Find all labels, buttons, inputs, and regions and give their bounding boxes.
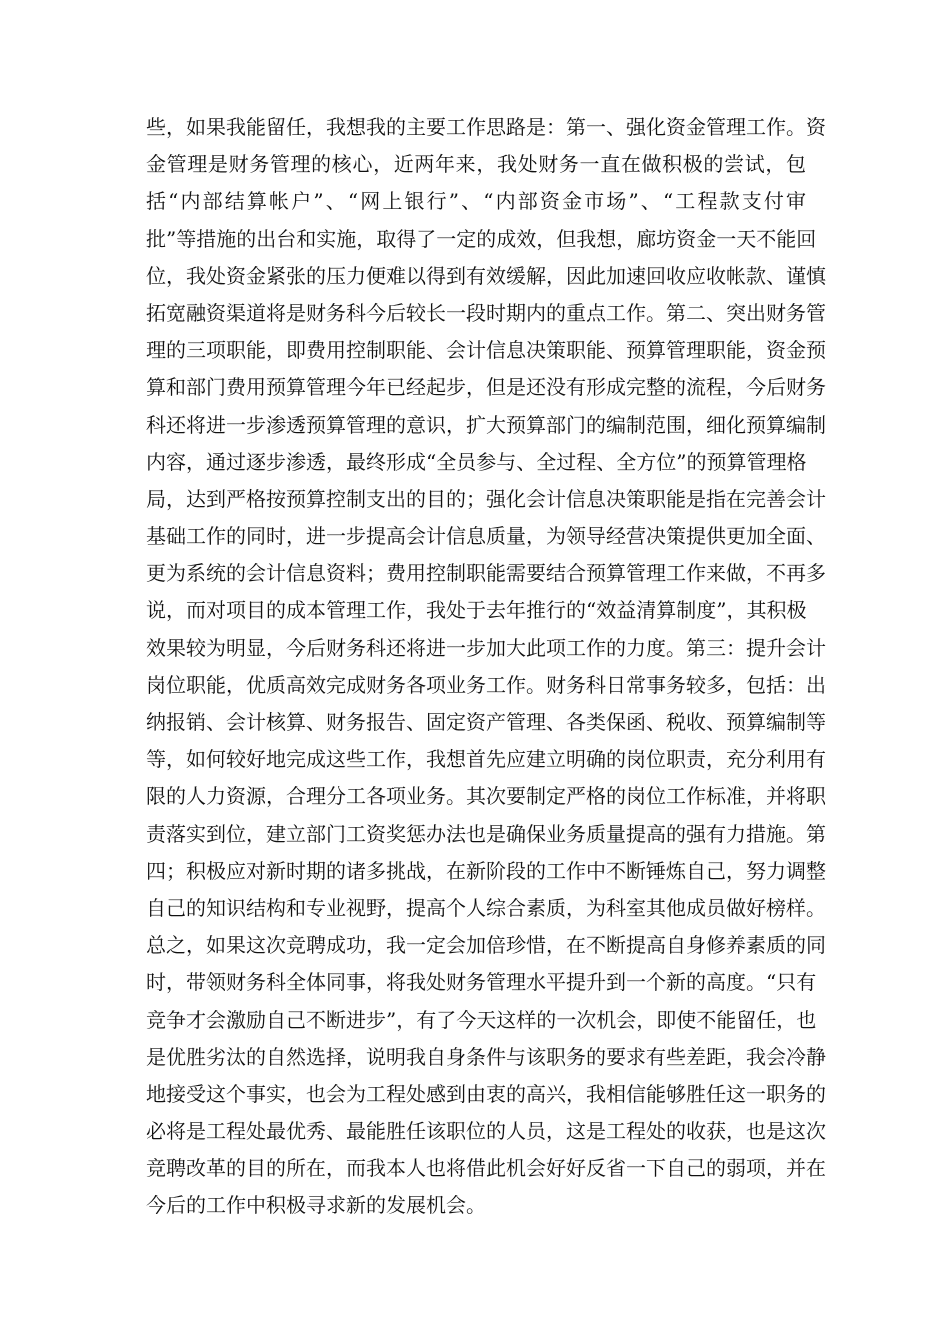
text-line-last: 今后的工作中积极寻求新的发展机会。 <box>146 1193 486 1218</box>
text-line: 时，带领财务科全体同事，将我处财务管理水平提升到一个新的高度。“只有 <box>146 970 817 995</box>
text-line: 纳报销、会计核算、财务报告、固定资产管理、各类保函、税收、预算编制等 <box>146 710 826 734</box>
text-line: 岗位职能，优质高效完成财务各项业务工作。财务科日常事务较多，包括：出 <box>146 672 826 697</box>
text-line: 说，而对项目的成本管理工作，我处于去年推行的“效益清算制度”，其积极 <box>146 598 807 623</box>
text-line: 四；积极应对新时期的诸多挑战，在新阶段的工作中不断锤炼自己，努力调整 <box>146 858 826 883</box>
text-line: 基础工作的同时，进一步提高会计信息质量，为领导经营决策提供更加全面、 <box>146 524 826 549</box>
text-line: 理的三项职能，即费用控制职能、会计信息决策职能、预算管理职能，资金预 <box>146 338 826 363</box>
text-line: 位，我处资金紧张的压力便难以得到有效缓解，因此加速回收应收帐款、谨慎 <box>146 263 826 288</box>
body-text <box>146 109 826 1225</box>
text-line: 等，如何较好地完成这些工作，我想首先应建立明确的岗位职责，充分利用有 <box>146 747 826 772</box>
text-line: 责落实到位，建立部门工资奖惩办法也是确保业务质量提高的强有力措施。第 <box>146 821 826 846</box>
text-line: 局，达到严格按预算控制支出的目的；强化会计信息决策职能是指在完善会计 <box>146 486 826 511</box>
text-line: 竞聘改革的目的所在，而我本人也将借此机会好好反省一下自己的弱项，并在 <box>146 1156 826 1181</box>
text-line: 算和部门费用预算管理今年已经起步，但是还没有形成完整的流程，今后财务 <box>146 375 826 400</box>
text-line: 地接受这个事实，也会为工程处感到由衷的高兴，我相信能够胜任这一职务的 <box>146 1081 826 1106</box>
text-line: 金管理是财务管理的核心，近两年来，我处财务一直在做积极的尝试，包 <box>146 152 806 177</box>
text-line: 拓宽融资渠道将是财务科今后较长一段时期内的重点工作。第二、突出财务管 <box>146 300 826 325</box>
text-line: 必将是工程处最优秀、最能胜任该职位的人员，这是工程处的收获，也是这次 <box>146 1119 826 1144</box>
text-line: 是优胜劣汰的自然选择，说明我自身条件与该职务的要求有些差距，我会冷静 <box>146 1044 826 1069</box>
text-line: 内容，通过逐步渗透，最终形成“全员参与、全过程、全方位”的预算管理格 <box>146 449 807 474</box>
text-line: 科还将进一步渗透预算管理的意识，扩大预算部门的编制范围，细化预算编制 <box>146 412 826 437</box>
text-line: 更为系统的会计信息资料；费用控制职能需要结合预算管理工作来做，不再多 <box>146 561 826 586</box>
text-line: 竞争才会激励自己不断进步”，有了今天这样的一次机会，即使不能留任，也 <box>146 1007 817 1032</box>
text-line: 效果较为明显，今后财务科还将进一步加大此项工作的力度。第三：提升会计 <box>146 635 826 660</box>
text-line: 限的人力资源，合理分工各项业务。其次要制定严格的岗位工作标准，并将职 <box>146 784 826 809</box>
text-line: 总之，如果这次竞聘成功，我一定会加倍珍惜，在不断提高自身修养素质的同 <box>146 933 826 958</box>
text-line: 批”等措施的出台和实施，取得了一定的成效，但我想，廊坊资金一天不能回 <box>146 226 817 251</box>
text-line: 括“内部结算帐户”、“网上银行”、“内部资金市场”、“工程款支付审 <box>146 189 806 214</box>
text-line: 自己的知识结构和专业视野，提高个人综合素质，为科室其他成员做好榜样。 <box>146 895 826 920</box>
text-line: 些，如果我能留任，我想我的主要工作思路是：第一、强化资金管理工作。资 <box>146 115 826 139</box>
